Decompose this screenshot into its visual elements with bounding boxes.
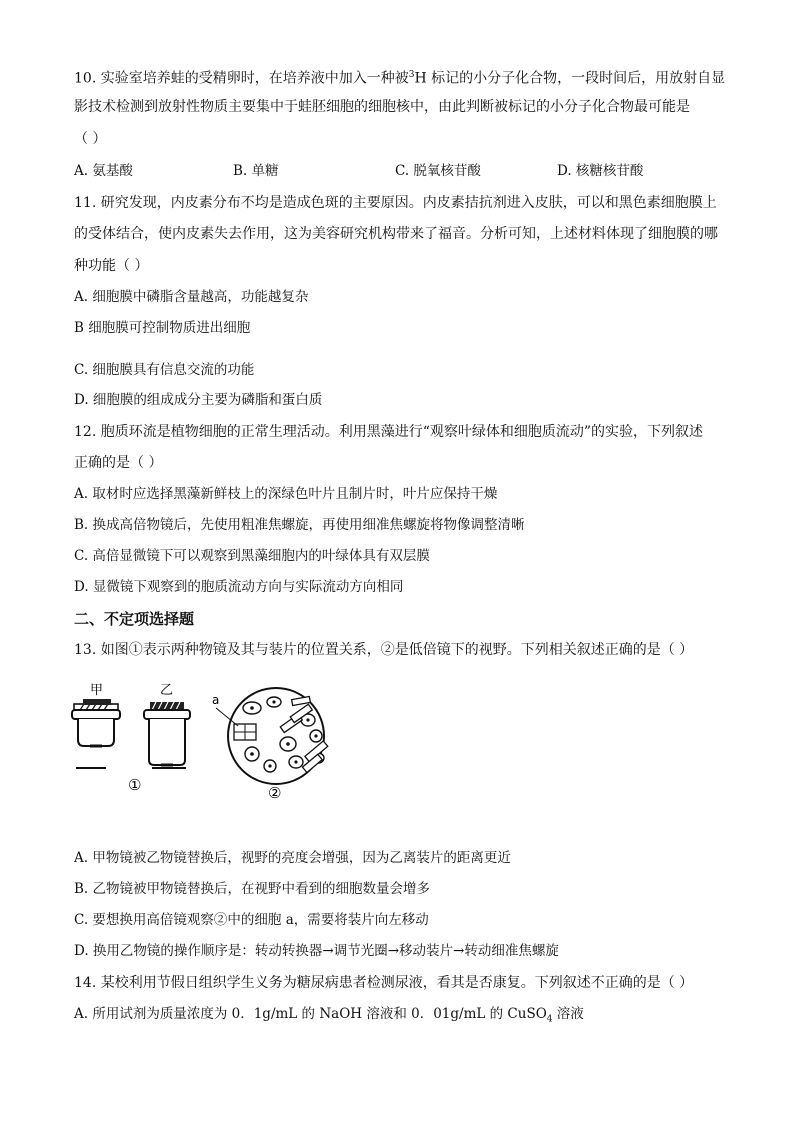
q12-option-a: A. 取材时应选择黑藻新鲜枝上的深绿色叶片且制片时，叶片应保持干燥 bbox=[74, 486, 498, 502]
label-circled-2: ② bbox=[268, 784, 282, 802]
q12-stem-line1: 12. 胞质环流是植物细胞的正常生理活动。利用黑藻进行“观察叶绿体和细胞质流动”的实验，下列叙述 bbox=[74, 424, 704, 440]
field-of-view-icon bbox=[216, 688, 328, 784]
q14-option-a: A. 所用试剂为质量浓度为 0．1g/mL 的 NaOH 溶液和 0．01g/mL 的 CuSO$_4$ 溶液 bbox=[74, 1006, 584, 1025]
microscope-figure bbox=[66, 676, 366, 806]
q11-stem-line3: 种功能（ ） bbox=[74, 258, 149, 274]
q11-option-a: A. 细胞膜中磷脂含量越高，功能越复杂 bbox=[74, 289, 309, 305]
q11-option-b: B 细胞膜可控制物质进出细胞 bbox=[74, 320, 251, 336]
q14-stem-line1: 14. 某校利用节假日组织学生义务为糖尿病患者检测尿液，看其是否康复。下列叙述不正确的是（ ） bbox=[74, 975, 694, 991]
q10-option-c: C. 脱氧核苷酸 bbox=[395, 163, 481, 179]
q11-option-c: C. 细胞膜具有信息交流的功能 bbox=[74, 362, 255, 378]
section-header: 二、不定项选择题 bbox=[74, 610, 195, 628]
q13-option-a: A. 甲物镜被乙物镜替换后，视野的亮度会增强，因为乙离装片的距离更近 bbox=[74, 850, 511, 866]
q13-option-b: B. 乙物镜被甲物镜替换后，在视野中看到的细胞数量会增多 bbox=[74, 881, 431, 897]
q13-stem-line1: 13. 如图①表示两种物镜及其与装片的位置关系，②是低倍镜下的视野。下列相关叙述正确的是（ ） bbox=[74, 642, 694, 658]
label-cell-a: a bbox=[212, 693, 220, 707]
objective-yi-icon bbox=[144, 702, 190, 765]
q11-option-d: D. 细胞膜的组成成分主要为磷脂和蛋白质 bbox=[74, 392, 323, 408]
label-yi: 乙 bbox=[160, 683, 174, 698]
objective-jia-icon bbox=[72, 699, 120, 746]
label-jia: 甲 bbox=[90, 683, 104, 698]
q10-stem-line1: 10. 实验室培养蛙的受精卵时，在培养液中加入一种被$^3$H 标记的小分子化合物，一段时间后，用放射自显 bbox=[74, 70, 726, 87]
q13-option-d: D. 换用乙物镜的操作顺序是：转动转换器→调节光圈→移动装片→转动细准焦螺旋 bbox=[74, 943, 559, 959]
q12-stem-line2: 正确的是（ ） bbox=[74, 455, 163, 471]
q10-option-b: B. 单糖 bbox=[233, 163, 279, 179]
q12-option-b: B. 换成高倍物镜后，先使用粗准焦螺旋，再使用细准焦螺旋将物像调整清晰 bbox=[74, 517, 525, 533]
isotope-superscript: 3 bbox=[408, 70, 415, 80]
q13-option-c: C. 要想换用高倍镜观察②中的细胞 a，需要将装片向左移动 bbox=[74, 912, 429, 928]
label-circled-1: ① bbox=[128, 776, 142, 794]
q12-option-d: D. 显微镜下观察到的胞质流动方向与实际流动方向相同 bbox=[74, 579, 404, 595]
q11-stem-line1: 11. 研究发现，内皮素分布不均是造成色斑的主要原因。内皮素拮抗剂进入皮肤，可以和黑色素细胞膜上 bbox=[74, 195, 717, 211]
q12-option-c: C. 高倍显微镜下可以观察到黑藻细胞内的叶绿体具有双层膜 bbox=[74, 548, 430, 564]
q10-stem-line2: 影技术检测到放射性物质主要集中于蛙胚细胞的细胞核中，由此判断被标记的小分子化合物最可能是 bbox=[74, 99, 690, 115]
q11-stem-line2: 的受体结合，使内皮素失去作用，这为美容研究机构带来了福音。分析可知，上述材料体现了细胞膜的哪 bbox=[74, 226, 718, 242]
q10-option-d: D. 核糖核苷酸 bbox=[557, 163, 644, 179]
q10-option-a: A. 氨基酸 bbox=[74, 163, 133, 179]
q10-stem-line3: （ ） bbox=[74, 131, 107, 147]
